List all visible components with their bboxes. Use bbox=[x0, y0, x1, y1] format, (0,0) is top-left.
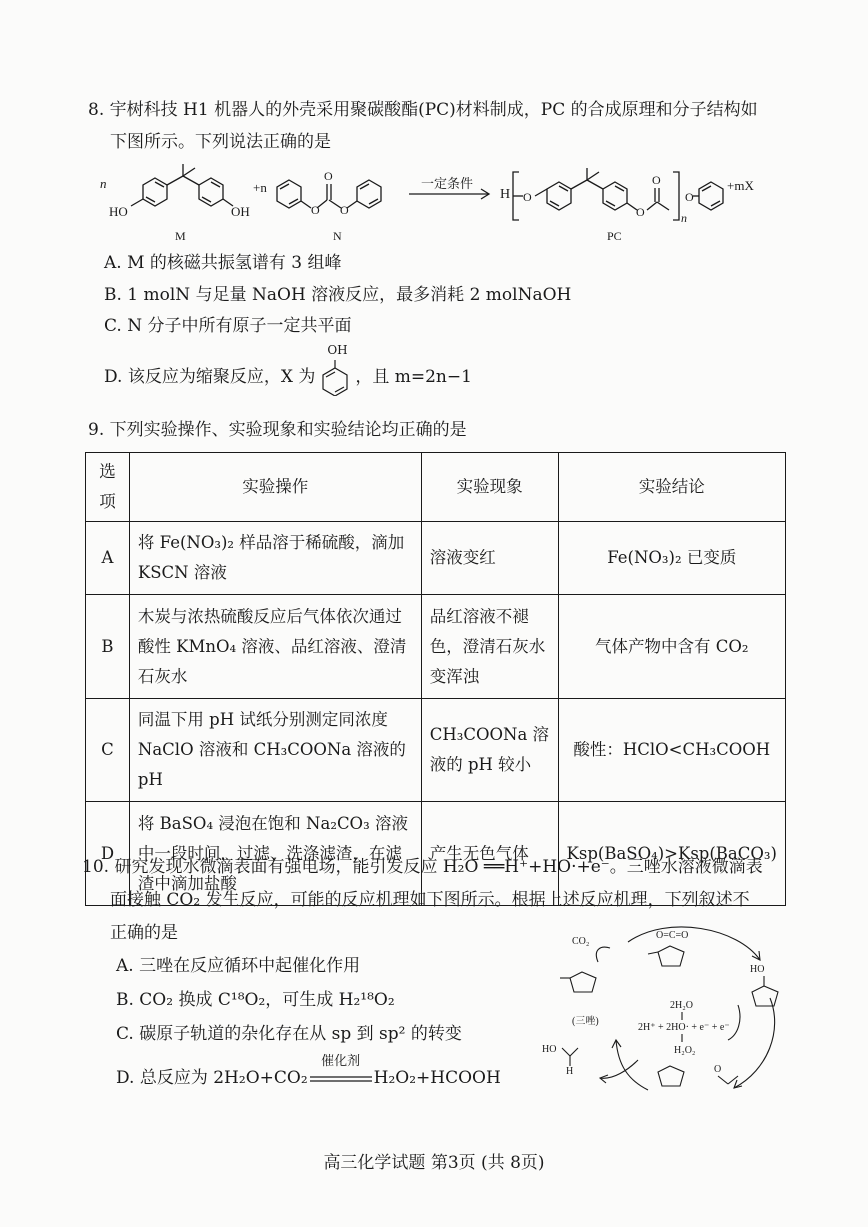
label-HO-left: HO bbox=[109, 204, 128, 219]
molecule-M-structure bbox=[131, 164, 233, 206]
label-N: N bbox=[333, 229, 342, 243]
phenol-structure bbox=[315, 342, 355, 390]
molecule-PC-structure bbox=[513, 168, 669, 210]
diagram-CO2: CO₂ bbox=[572, 936, 590, 947]
row-conclusion: 气体产物中含有 CO₂ bbox=[558, 595, 785, 699]
PC-O1: O bbox=[523, 190, 532, 204]
diagram-triazole-label: (三唑) bbox=[572, 1016, 599, 1027]
row-conclusion: 酸性：HClO<CH₃COOH bbox=[558, 699, 785, 802]
diagram-OCO: O=C=O bbox=[656, 930, 689, 941]
header-conclusion: 实验结论 bbox=[558, 453, 785, 522]
row-option: B bbox=[86, 595, 130, 699]
molecule-N-structure bbox=[277, 180, 381, 208]
q8-option-D-prefix: D. 该反应为缩聚反应，X 为 bbox=[104, 367, 316, 387]
diagram-formic-H: H bbox=[566, 1066, 574, 1077]
q9-experiment-table bbox=[85, 452, 786, 906]
q10-option-B: B. CO₂ 换成 C¹⁸O₂，可生成 H₂¹⁸O₂ bbox=[116, 990, 395, 1010]
PC-carbonyl-O: O bbox=[652, 173, 661, 187]
row-phenomenon: CH₃COONa 溶液的 pH 较小 bbox=[421, 699, 558, 802]
PC-O2: O bbox=[636, 205, 645, 219]
row-option: A bbox=[86, 522, 130, 595]
label-M: M bbox=[175, 229, 186, 243]
q8-option-B: B. 1 molN 与足量 NaOH 溶液反应，最多消耗 2 molNaOH bbox=[104, 285, 572, 305]
N-carbonyl-O: O bbox=[324, 169, 333, 183]
label-OH-right: OH bbox=[231, 204, 250, 219]
table-row bbox=[86, 699, 786, 802]
row-conclusion: Fe(NO₃)₂ 已变质 bbox=[558, 522, 785, 595]
PC-H-end: H bbox=[500, 187, 511, 202]
catalyst-equals bbox=[308, 1054, 374, 1090]
N-ester-O1: O bbox=[311, 203, 320, 217]
coef-n1: n bbox=[100, 176, 107, 191]
q10-stem-line3: 正确的是 bbox=[110, 923, 178, 943]
q8-stem-line2: 下图所示。下列说法正确的是 bbox=[110, 132, 331, 152]
q10-stem-line2: 面接触 CO₂ 发生反应，可能的反应机理如下图所示。根据上述反应机理，下列叙述不 bbox=[110, 890, 750, 910]
row-option: C bbox=[86, 699, 130, 802]
q10-stem-line1: 10. 研究发现水微滴表面有强电场，能引发反应 H₂O ══H⁺+HO·+e⁻。三唑水溶液微滴表 bbox=[82, 857, 763, 877]
PC-n-subscript: n bbox=[681, 211, 687, 225]
triazole-anion-bottom bbox=[658, 1066, 684, 1086]
PC-O3: O bbox=[685, 190, 694, 204]
plus-mX: +mX bbox=[727, 178, 754, 193]
N-ester-O2: O bbox=[340, 203, 349, 217]
row-phenomenon: 溶液变红 bbox=[421, 522, 558, 595]
q10-mechanism-diagram bbox=[538, 920, 800, 1100]
header-phenomenon: 实验现象 bbox=[421, 453, 558, 522]
formate-radical-bottom bbox=[714, 1064, 738, 1084]
q10-option-C: C. 碳原子轨道的杂化存在从 sp 到 sp² 的转变 bbox=[116, 1024, 462, 1044]
row-phenomenon: 产生无色气体 bbox=[421, 802, 558, 906]
row-phenomenon: 品红溶液不褪色，澄清石灰水变浑浊 bbox=[421, 595, 558, 699]
q8-stem-line1: 8. 宇树科技 H1 机器人的外壳采用聚碳酸酯(PC)材料制成，PC 的合成原理和分子结构如 bbox=[88, 100, 758, 120]
q10-option-A: A. 三唑在反应循环中起催化作用 bbox=[116, 956, 361, 976]
q9-stem: 9. 下列实验操作、实验现象和实验结论均正确的是 bbox=[88, 420, 467, 440]
row-operation: 木炭与浓热硫酸反应后气体依次通过酸性 KMnO₄ 溶液、品红溶液、澄清石灰水 bbox=[129, 595, 421, 699]
reaction-condition: 一定条件 bbox=[421, 176, 474, 191]
q8-option-D-suffix: ，且 m=2n−1 bbox=[355, 367, 472, 387]
plus-n: +n bbox=[253, 180, 267, 195]
row-operation: 将 Fe(NO₃)₂ 样品溶于稀硫酸，滴加 KSCN 溶液 bbox=[129, 522, 421, 595]
phenol-OH: OH bbox=[327, 342, 348, 357]
q8-option-C: C. N 分子中所有原子一定共平面 bbox=[104, 316, 352, 336]
table-header-row bbox=[86, 453, 786, 522]
row-option: D bbox=[86, 802, 130, 906]
table-row bbox=[86, 595, 786, 699]
table-row bbox=[86, 522, 786, 595]
header-option: 选项 bbox=[86, 453, 130, 522]
row-operation: 同温下用 pH 试纸分别测定同浓度 NaClO 溶液和 CH₃COONa 溶液的 pH bbox=[129, 699, 421, 802]
diagram-ions: 2H⁺ + 2HO· + e⁻ + e⁻ bbox=[638, 1022, 730, 1033]
label-PC: PC bbox=[607, 229, 622, 243]
q10-option-D-prefix: D. 总反应为 2H₂O+CO₂ bbox=[116, 1068, 308, 1088]
q8-reaction-scheme bbox=[95, 158, 795, 248]
row-conclusion: Ksp(BaSO₄)>Ksp(BaCO₃) bbox=[558, 802, 785, 906]
diagram-formate-O: O bbox=[714, 1064, 722, 1075]
page-footer: 高三化学试题 第3页 (共 8页) bbox=[323, 1153, 545, 1173]
row-operation: 将 BaSO₄ 浸泡在饱和 Na₂CO₃ 溶液中一段时间，过滤、洗涤滤渣，在滤渣中滴加盐酸 bbox=[129, 802, 421, 906]
diagram-H2O2: H₂O₂ bbox=[674, 1045, 696, 1056]
triazole-ring-right bbox=[752, 976, 778, 1006]
q10-option-D bbox=[116, 1054, 501, 1090]
catalyst-label: 催化剂 bbox=[321, 1054, 361, 1069]
q8-option-A: A. M 的核磁共振氢谱有 3 组峰 bbox=[104, 253, 342, 273]
q10-option-D-suffix: H₂O₂+HCOOH bbox=[373, 1068, 501, 1088]
diagram-HO-carboxyl: HO bbox=[750, 964, 765, 975]
header-operation: 实验操作 bbox=[129, 453, 421, 522]
triazole-ring-top bbox=[648, 946, 684, 966]
triazole-ring-left bbox=[560, 972, 596, 992]
q8-option-D bbox=[104, 342, 472, 390]
diagram-formic-HO: HO bbox=[542, 1044, 557, 1055]
diagram-2H2O: 2H₂O bbox=[670, 1000, 693, 1011]
